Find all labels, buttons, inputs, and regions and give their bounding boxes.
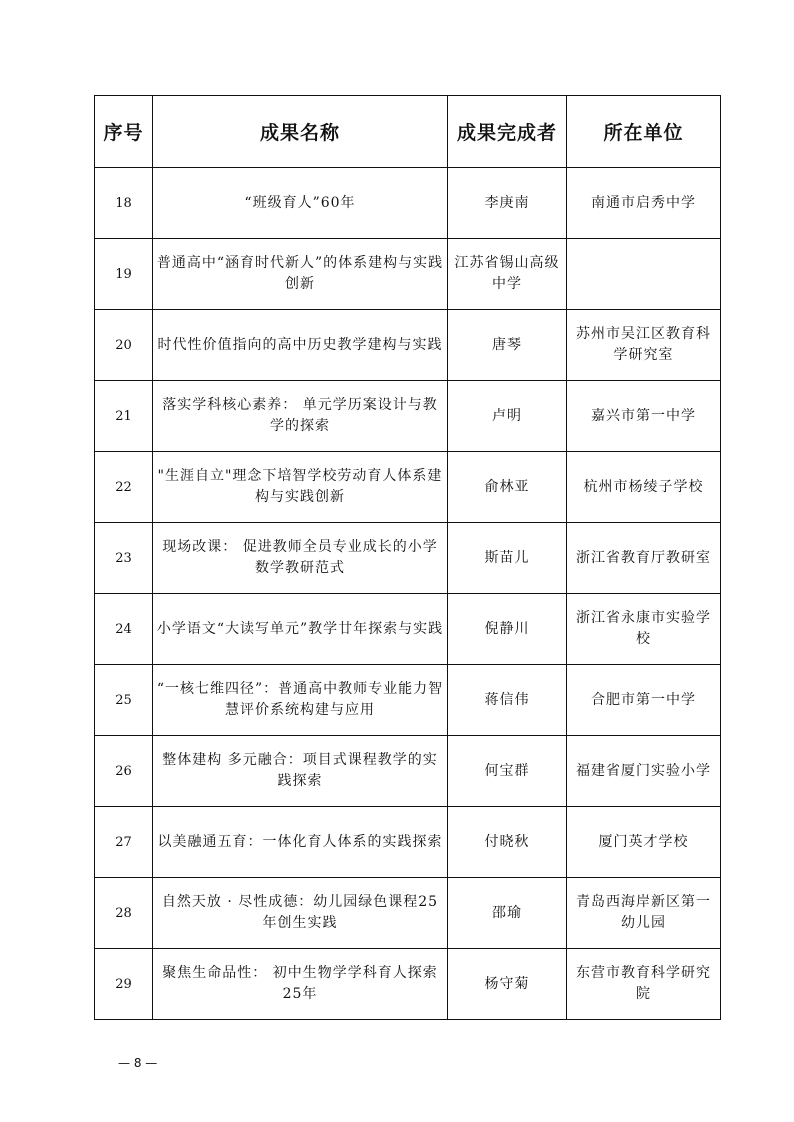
row-unit: 浙江省教育厅教研室	[567, 523, 721, 594]
row-title: “一核七维四径”：普通高中教师专业能力智慧评价系统构建与应用	[153, 665, 448, 736]
row-num: 28	[95, 878, 153, 949]
row-unit: 合肥市第一中学	[567, 665, 721, 736]
table-header	[95, 96, 721, 168]
row-title: 小学语文“大读写单元”教学廿年探索与实践	[153, 594, 448, 665]
row-unit: 南通市启秀中学	[567, 168, 721, 239]
table-row	[95, 878, 721, 949]
row-author: 俞林亚	[448, 452, 567, 523]
page-number: — 8 —	[118, 1056, 158, 1070]
row-author: 卢明	[448, 381, 567, 452]
table-row	[95, 736, 721, 807]
row-unit: 厦门英才学校	[567, 807, 721, 878]
row-author: 付晓秋	[448, 807, 567, 878]
table-row	[95, 949, 721, 1020]
row-unit	[567, 239, 721, 310]
header-author: 成果完成者	[448, 96, 567, 168]
row-author: 李庚南	[448, 168, 567, 239]
row-title: 普通高中“涵育时代新人”的体系建构与实践创新	[153, 239, 448, 310]
row-author: 杨守菊	[448, 949, 567, 1020]
table-row	[95, 310, 721, 381]
row-num: 21	[95, 381, 153, 452]
row-title: 以美融通五育：一体化育人体系的实践探索	[153, 807, 448, 878]
row-num: 25	[95, 665, 153, 736]
row-author: 邵瑜	[448, 878, 567, 949]
row-author: 倪静川	[448, 594, 567, 665]
header-title: 成果名称	[153, 96, 448, 168]
header-row	[95, 96, 721, 168]
row-unit: 杭州市杨绫子学校	[567, 452, 721, 523]
row-title: 时代性价值指向的高中历史教学建构与实践	[153, 310, 448, 381]
row-unit: 嘉兴市第一中学	[567, 381, 721, 452]
row-author: 江苏省锡山高级中学	[448, 239, 567, 310]
row-unit: 浙江省永康市实验学校	[567, 594, 721, 665]
table-row	[95, 594, 721, 665]
row-author: 斯苗儿	[448, 523, 567, 594]
row-unit: 东营市教育科学研究院	[567, 949, 721, 1020]
row-author: 唐琴	[448, 310, 567, 381]
row-unit: 苏州市吴江区教育科学研究室	[567, 310, 721, 381]
row-unit: 福建省厦门实验小学	[567, 736, 721, 807]
achievements-table	[94, 95, 721, 1020]
row-num: 23	[95, 523, 153, 594]
table-row	[95, 523, 721, 594]
row-num: 26	[95, 736, 153, 807]
row-num: 20	[95, 310, 153, 381]
row-title: "生涯自立"理念下培智学校劳动育人体系建构与实践创新	[153, 452, 448, 523]
table-row	[95, 665, 721, 736]
row-author: 蒋信伟	[448, 665, 567, 736]
table-row	[95, 807, 721, 878]
row-author: 何宝群	[448, 736, 567, 807]
row-num: 24	[95, 594, 153, 665]
table-row	[95, 239, 721, 310]
row-title: 自然天放 · 尽性成德：幼儿园绿色课程25年创生实践	[153, 878, 448, 949]
table-body	[95, 168, 721, 1020]
row-title: 整体建构 多元融合：项目式课程教学的实践探索	[153, 736, 448, 807]
row-unit: 青岛西海岸新区第一幼儿园	[567, 878, 721, 949]
row-num: 19	[95, 239, 153, 310]
row-num: 22	[95, 452, 153, 523]
row-num: 29	[95, 949, 153, 1020]
row-title: 聚焦生命品性： 初中生物学学科育人探索25年	[153, 949, 448, 1020]
row-title: 现场改课： 促进教师全员专业成长的小学数学教研范式	[153, 523, 448, 594]
table-row	[95, 168, 721, 239]
table-row	[95, 452, 721, 523]
row-title: 落实学科核心素养： 单元学历案设计与教学的探索	[153, 381, 448, 452]
header-unit: 所在单位	[567, 96, 721, 168]
row-num: 27	[95, 807, 153, 878]
header-num: 序号	[95, 96, 153, 168]
table-row	[95, 381, 721, 452]
row-num: 18	[95, 168, 153, 239]
row-title: “班级育人”60年	[153, 168, 448, 239]
